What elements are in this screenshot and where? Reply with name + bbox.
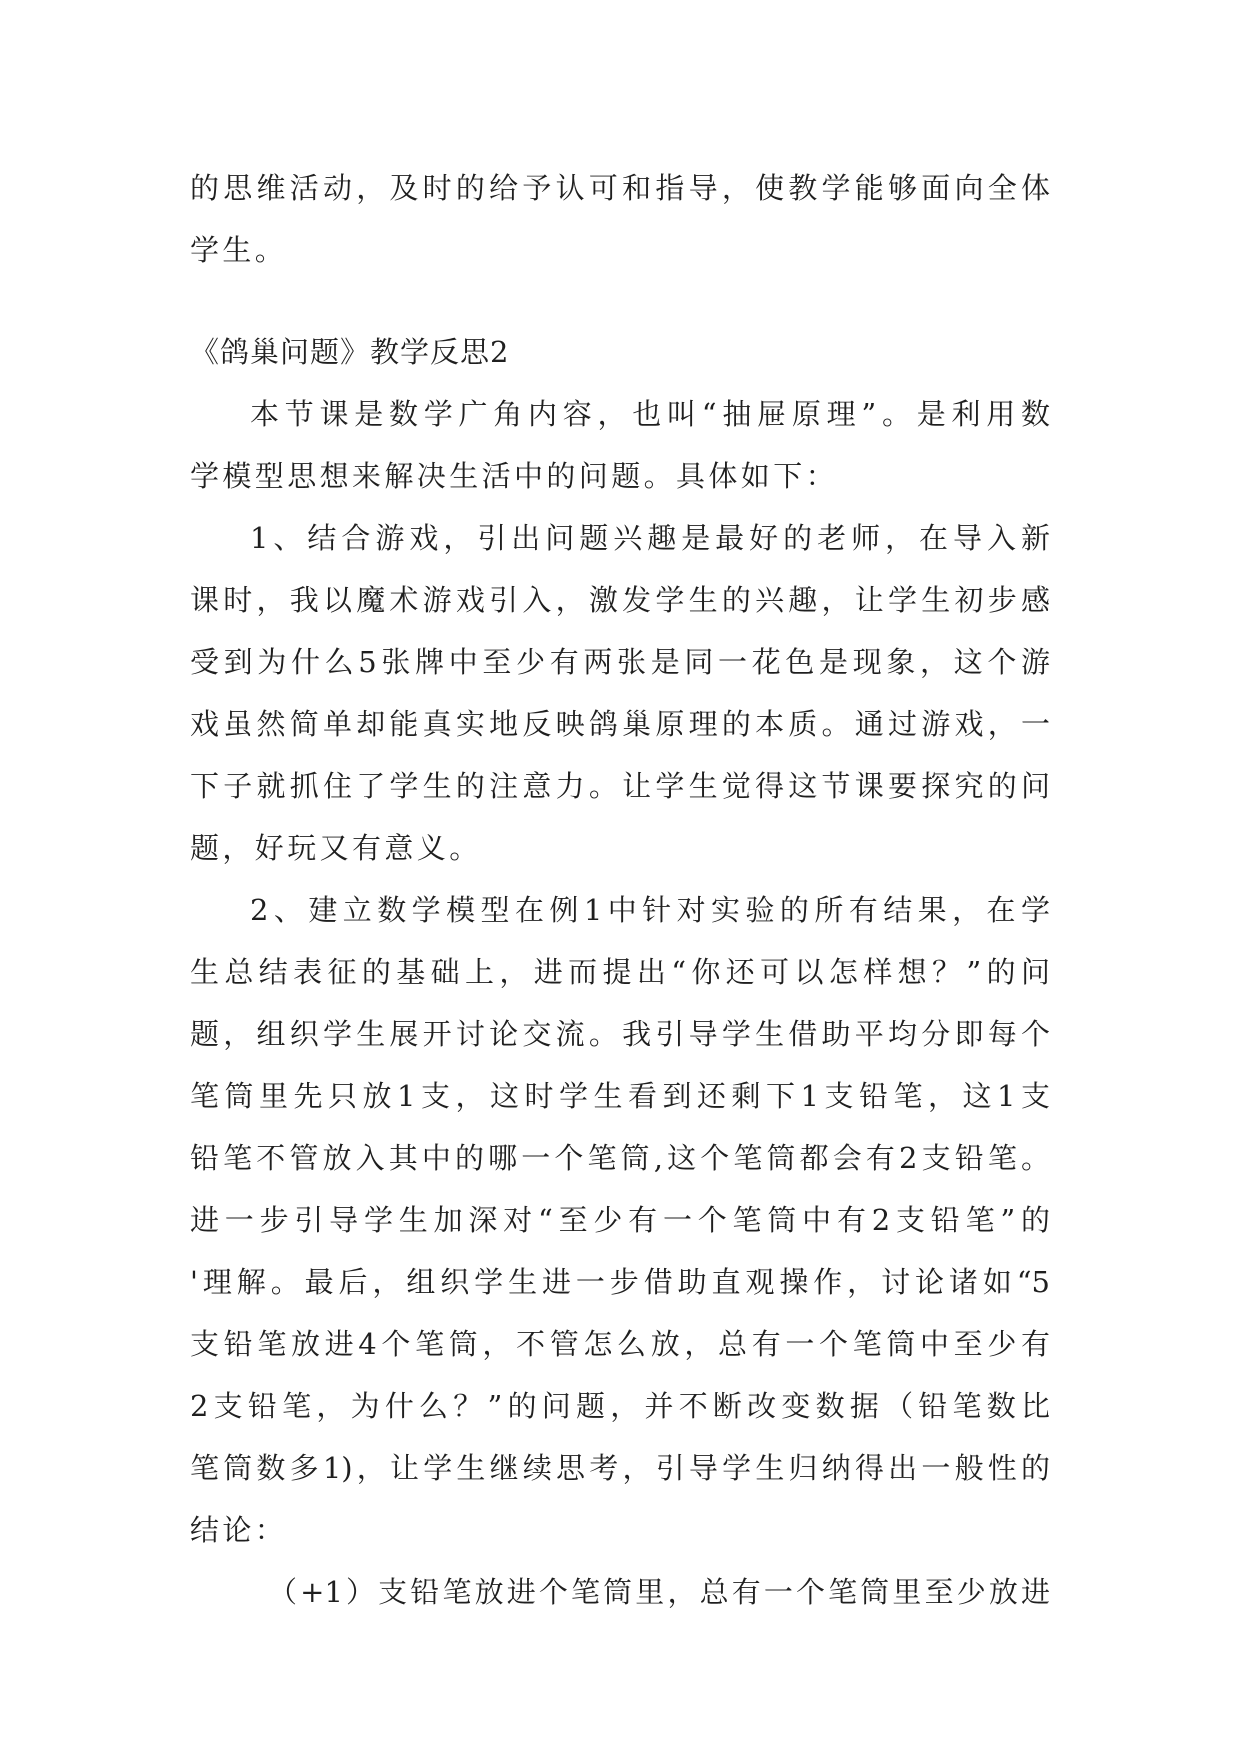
paragraph-line-17: '理解。最后，组织学生进一步借助直观操作，讨论诸如“5 [190,1265,1050,1299]
paragraph-line-18: 支铅笔放进4个笔筒，不管怎么放，总有一个笔筒中至少有 [190,1327,1050,1361]
paragraph-line-2: 学生。 [190,233,288,267]
paragraph-line-14: 笔筒里先只放1支，这时学生看到还剩下1支铅笔，这1支 [190,1079,1050,1113]
paragraph-line-9: 下子就抓住了学生的注意力。让学生觉得这节课要探究的问 [190,769,1050,803]
paragraph-line-15: 铅笔不管放入其中的哪一个笔筒,这个笔筒都会有2支铅笔。 [190,1141,1050,1175]
paragraph-line-16: 进一步引导学生加深对“至少有一个笔筒中有2支铅笔”的 [190,1203,1050,1237]
paragraph-line-5: 1、结合游戏，引出问题兴趣是最好的老师，在导入新 [250,521,1050,555]
paragraph-line-12: 生总结表征的基础上，进而提出“你还可以怎样想？”的问 [190,955,1050,989]
paragraph-line-4: 学模型思想来解决生活中的问题。具体如下： [190,459,839,493]
paragraph-line-20: 笔筒数多1)，让学生继续思考，引导学生归纳得出一般性的 [190,1451,1050,1485]
paragraph-line-10: 题，好玩又有意义。 [190,831,482,865]
paragraph-line-11: 2、建立数学模型在例1中针对实验的所有结果，在学 [250,893,1050,927]
paragraph-line-6: 课时，我以魔术游戏引入，激发学生的兴趣，让学生初步感 [190,583,1050,617]
section-title: 《鸽巢问题》教学反思2 [190,335,510,369]
paragraph-line-22: （+1）支铅笔放进个笔筒里，总有一个笔筒里至少放进 [268,1575,1050,1609]
paragraph-line-19: 2支铅笔，为什么？”的问题，并不断改变数据（铅笔数比 [190,1389,1050,1423]
paragraph-line-8: 戏虽然简单却能真实地反映鸽巢原理的本质。通过游戏，一 [190,707,1050,741]
paragraph-line-21: 结论： [190,1513,288,1547]
paragraph-line-1: 的思维活动，及时的给予认可和指导，使教学能够面向全体 [190,171,1050,205]
paragraph-line-7: 受到为什么5张牌中至少有两张是同一花色是现象，这个游 [190,645,1050,679]
paragraph-line-13: 题，组织学生展开讨论交流。我引导学生借助平均分即每个 [190,1017,1050,1051]
paragraph-line-3: 本节课是数学广角内容，也叫“抽屉原理”。是利用数 [250,397,1050,431]
